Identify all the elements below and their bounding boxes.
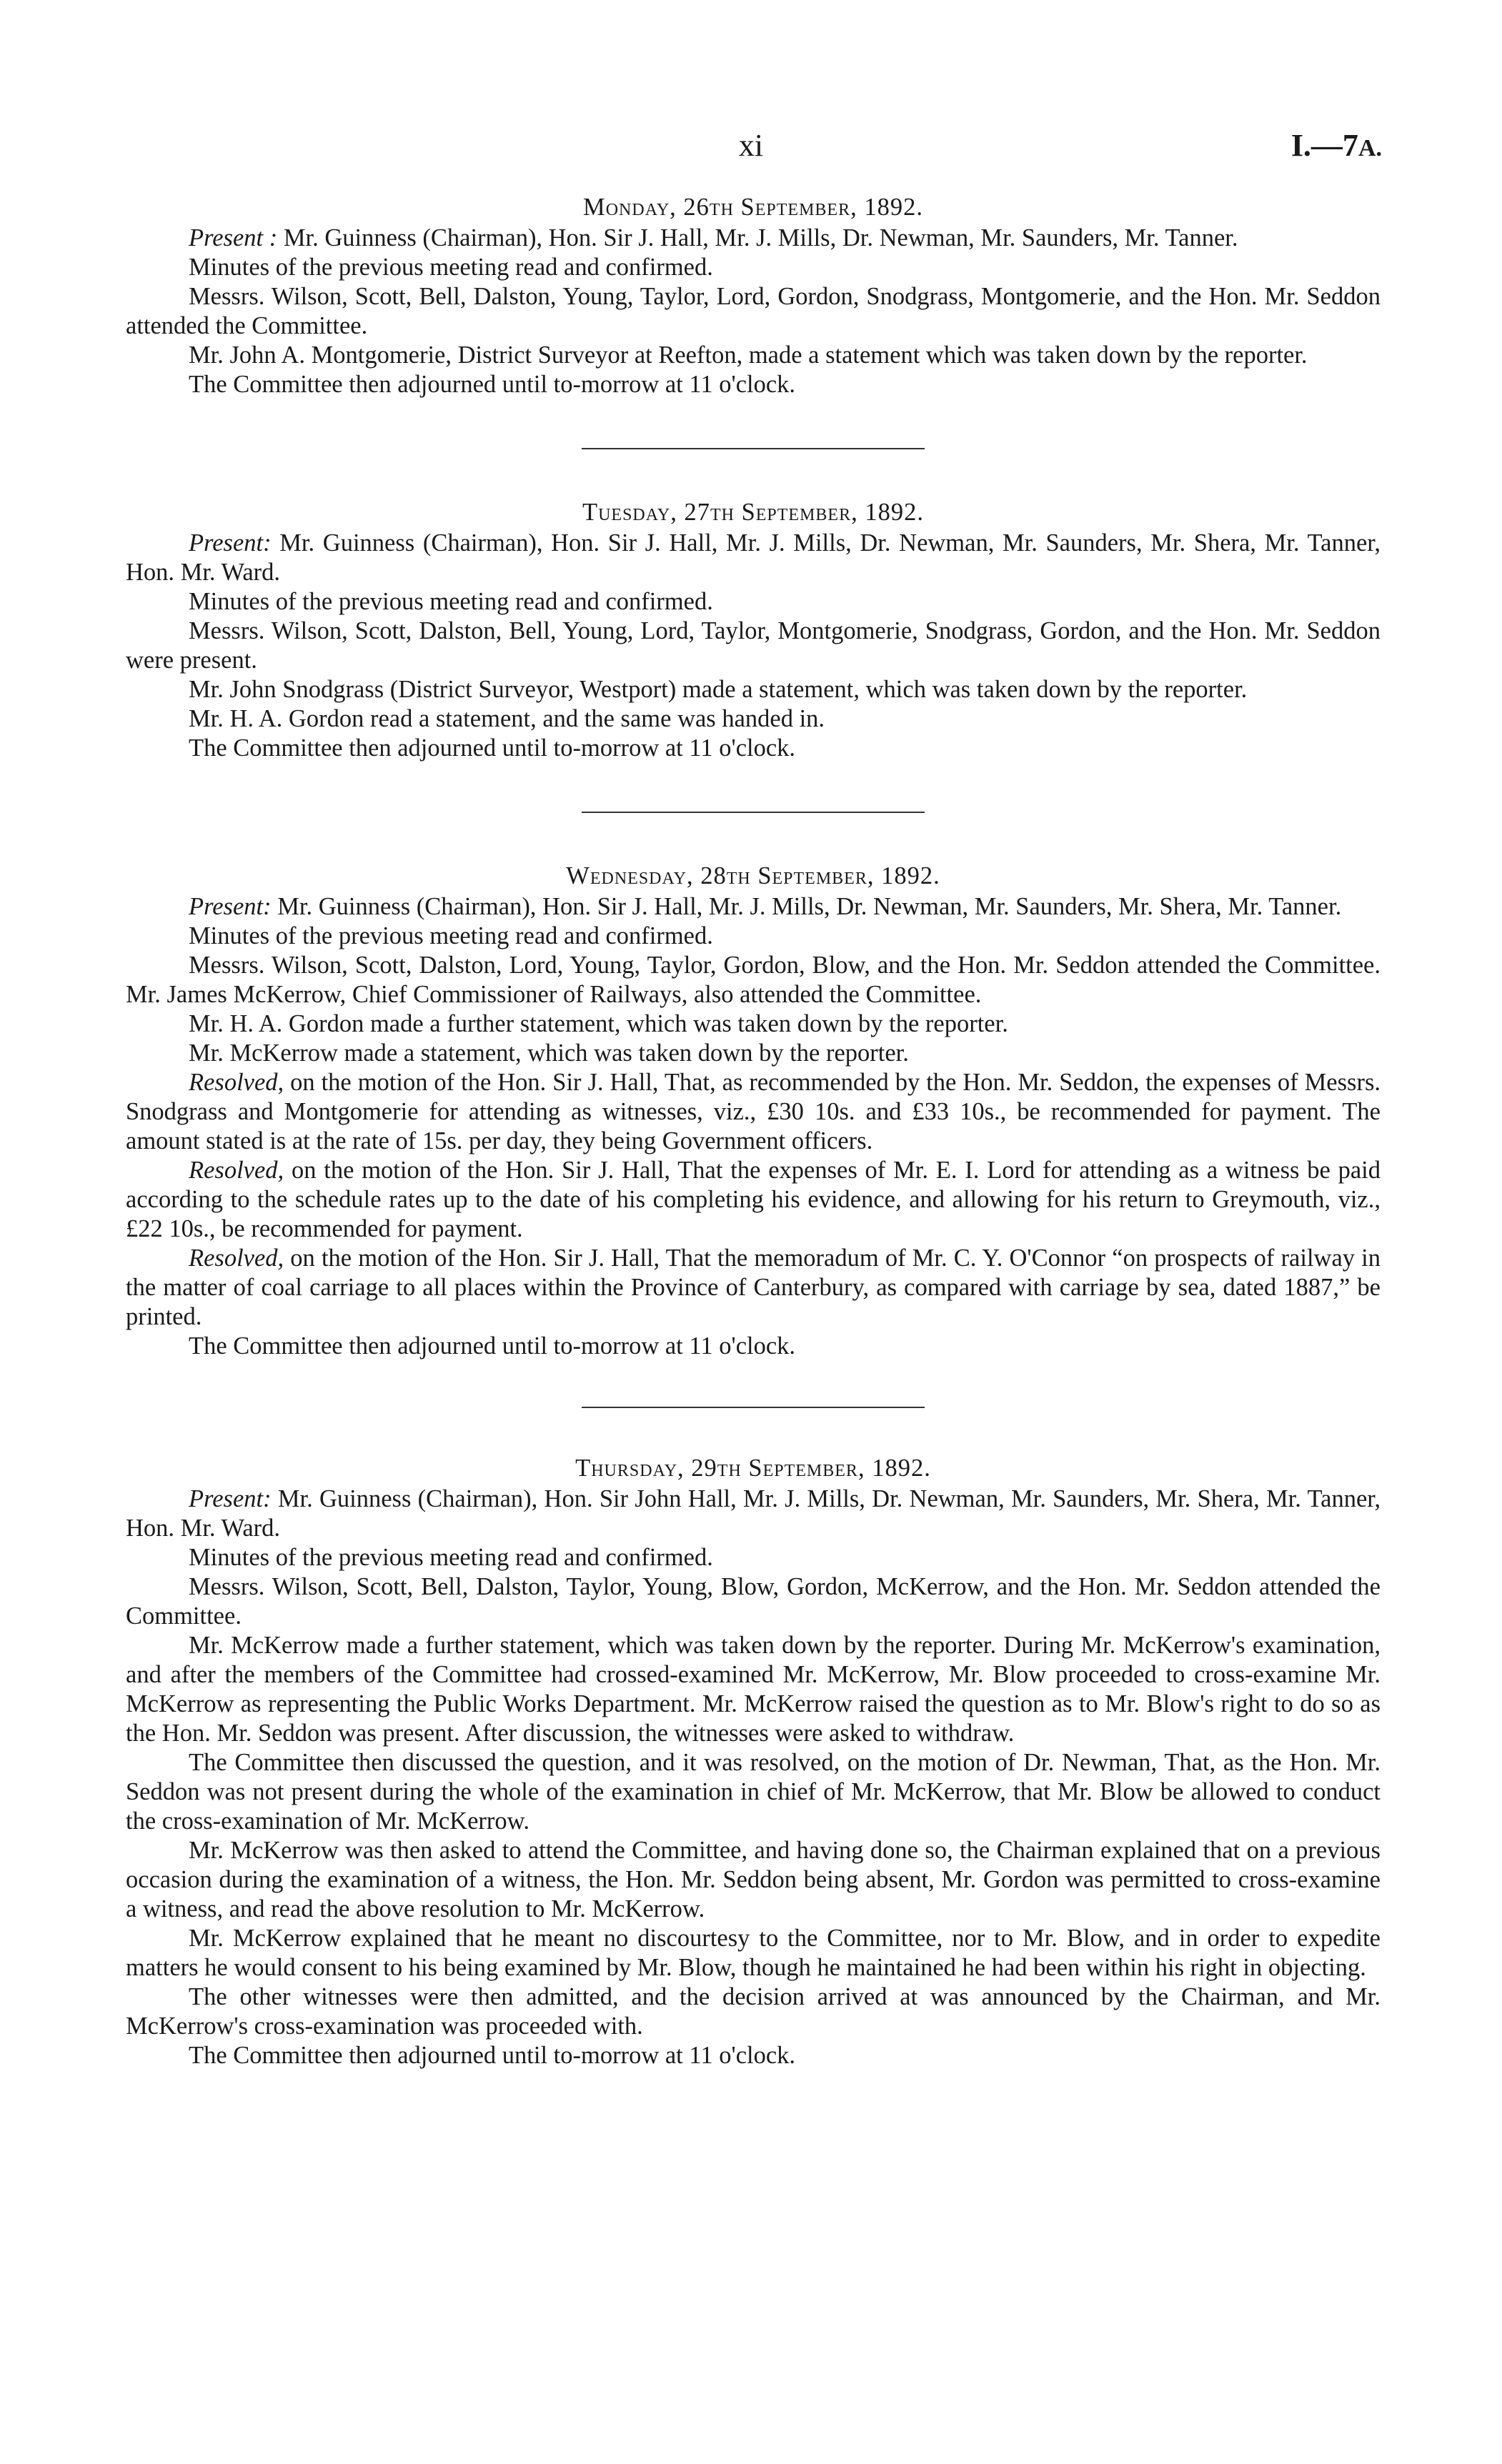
present-label: Present: bbox=[189, 529, 272, 557]
meeting-date: Wednesday, 28th September, 1892. bbox=[566, 862, 940, 889]
resolution-text: on the motion of the Hon. Sir J. Hall, That the memoradum of Mr. C. Y. O'Connor “on prospects of railway in the matter of coal carriage to all places within the Province of Canterbury, as compared with carriage by sea, dated 1887,” be printed. bbox=[126, 1245, 1381, 1330]
present-label: Present : bbox=[189, 224, 278, 251]
document-reference bbox=[1291, 127, 1382, 164]
resolution-paragraph bbox=[126, 1068, 1381, 1156]
resolution-paragraph bbox=[126, 1244, 1381, 1332]
minute-paragraph: Mr. John Snodgrass (District Surveyor, Westport) made a statement, which was taken down by the reporter. bbox=[189, 676, 1248, 703]
minute-paragraph: Minutes of the previous meeting read and confirmed. bbox=[189, 254, 713, 281]
meeting-date: Tuesday, 27th September, 1892. bbox=[582, 499, 924, 526]
resolved-label: Resolved, bbox=[189, 1245, 284, 1272]
present-line bbox=[126, 1485, 1381, 1543]
adjournment-line: The Committee then adjourned until to-morrow at 11 o'clock. bbox=[189, 371, 796, 398]
minute-paragraph: Messrs. Wilson, Scott, Bell, Dalston, Young, Taylor, Lord, Gordon, Snodgrass, Montgomerie, and the Hon. Mr. Seddon attended the Committee. bbox=[126, 283, 1381, 339]
adjournment-line: The Committee then adjourned until to-morrow at 11 o'clock. bbox=[189, 2042, 796, 2069]
minute-paragraph: Messrs. Wilson, Scott, Dalston, Lord, Young, Taylor, Gordon, Blow, and the Hon. Mr. Seddon attended the Committee. Mr. James McKerrow, Chief Commissioner of Railways, also attended the Committee. bbox=[126, 952, 1381, 1008]
resolution-text: on the motion of the Hon. Sir J. Hall, That the expenses of Mr. E. I. Lord for attending as a witness be paid according to the schedule rates up to the date of his completing his evidence, and allowing for his return to Greymouth, viz., £22 10s., be recommended for payment. bbox=[126, 1157, 1381, 1242]
present-members: Mr. Guinness (Chairman), Hon. Sir John Hall, Mr. J. Mills, Dr. Newman, Mr. Saunders, Mr. Shera, Mr. Tanner, Hon. Mr. Ward. bbox=[126, 1485, 1381, 1542]
adjournment-line: The Committee then adjourned until to-morrow at 11 o'clock. bbox=[189, 734, 796, 762]
minute-paragraph: The Committee then discussed the question, and it was resolved, on the motion of Dr. Newman, That, as the Hon. Mr. Seddon was not present during the whole of the examination in chief of Mr. McKerrow, that Mr. Blow be allowed to conduct the cross-examination of Mr. McKerrow. bbox=[126, 1749, 1381, 1835]
present-line bbox=[126, 892, 1381, 922]
resolution-text: on the motion of the Hon. Sir J. Hall, That, as recommended by the Hon. Mr. Seddon, the expenses of Messrs. Snodgrass and Montgomerie for attending as witnesses, viz., £30 10s. and £33 10s., be recommended for payment. The amount stated is at the rate of 15s. per day, they being Government officers. bbox=[126, 1069, 1381, 1154]
minutes-body bbox=[126, 193, 1381, 2070]
section-divider bbox=[582, 1407, 925, 1408]
present-members: Mr. Guinness (Chairman), Hon. Sir J. Hall, Mr. J. Mills, Dr. Newman, Mr. Saunders, Mr. Tanner. bbox=[277, 224, 1238, 251]
minute-paragraph: Messrs. Wilson, Scott, Dalston, Bell, Young, Lord, Taylor, Montgomerie, Snodgrass, Gordon, and the Hon. Mr. Seddon were present. bbox=[126, 617, 1381, 674]
minute-paragraph: Mr. H. A. Gordon read a statement, and the same was handed in. bbox=[189, 705, 825, 732]
section-divider bbox=[582, 812, 925, 813]
minute-paragraph: Minutes of the previous meeting read and confirmed. bbox=[189, 588, 713, 615]
adjournment-line: The Committee then adjourned until to-morrow at 11 o'clock. bbox=[189, 1332, 796, 1360]
present-line bbox=[126, 529, 1381, 587]
section-divider bbox=[582, 448, 925, 449]
meeting-thursday bbox=[126, 1454, 1381, 2070]
present-line bbox=[126, 224, 1381, 253]
reference-main: I.—7 bbox=[1290, 128, 1358, 163]
page-number: xi bbox=[738, 128, 764, 163]
present-members: Mr. Guinness (Chairman), Hon. Sir J. Hall, Mr. J. Mills, Dr. Newman, Mr. Saunders, Mr. Shera, Mr. Tanner, Hon. Mr. Ward. bbox=[126, 529, 1381, 586]
minute-paragraph: Mr. McKerrow made a further statement, which was taken down by the reporter. During Mr. McKerrow's examination, and after the members of the Committee had crossed-examined Mr. McKerrow, Mr. Blow proceeded to cross-examine Mr. McKerrow as representing the Public Works Department. Mr. McKerrow raised the question as to Mr. Blow's right to do so as the Hon. Mr. Seddon was present. After discussion, the witnesses were asked to withdraw. bbox=[126, 1632, 1381, 1747]
minute-paragraph: Mr. H. A. Gordon made a further statement, which was taken down by the reporter. bbox=[189, 1010, 1008, 1037]
meeting-date: Monday, 26th September, 1892. bbox=[583, 194, 923, 221]
resolution-paragraph bbox=[126, 1156, 1381, 1244]
meeting-wednesday bbox=[126, 862, 1381, 1361]
minute-paragraph: Messrs. Wilson, Scott, Bell, Dalston, Taylor, Young, Blow, Gordon, McKerrow, and the Hon. Mr. Seddon attended the Committee. bbox=[126, 1573, 1381, 1630]
minute-paragraph: Minutes of the previous meeting read and confirmed. bbox=[189, 922, 713, 949]
minute-paragraph: Mr. McKerrow explained that he meant no discourtesy to the Committee, nor to Mr. Blow, and in order to expedite matters he would consent to his being examined by Mr. Blow, though he maintained he had been within his right in objecting. bbox=[126, 1925, 1381, 1981]
minute-paragraph: The other witnesses were then admitted, and the decision arrived at was announced by the Chairman, and Mr. McKerrow's cross-examination was proceeded with. bbox=[126, 1983, 1381, 2040]
present-members: Mr. Guinness (Chairman), Hon. Sir J. Hall, Mr. J. Mills, Dr. Newman, Mr. Saunders, Mr. Shera, Mr. Tanner. bbox=[271, 893, 1342, 920]
minute-paragraph: Mr. McKerrow was then asked to attend the Committee, and having done so, the Chairman explained that on a previous occasion during the examination of a witness, the Hon. Mr. Seddon being absent, Mr. Gordon was permitted to cross-examine a witness, and read the above resolution to Mr. McKerrow. bbox=[126, 1837, 1381, 1922]
meeting-tuesday bbox=[126, 498, 1381, 763]
minute-paragraph: Minutes of the previous meeting read and confirmed. bbox=[189, 1544, 713, 1571]
minute-paragraph: Mr. John A. Montgomerie, District Surveyor at Reefton, made a statement which was taken down by the reporter. bbox=[189, 341, 1308, 369]
present-label: Present: bbox=[189, 893, 272, 920]
minute-paragraph: Mr. McKerrow made a statement, which was taken down by the reporter. bbox=[189, 1039, 909, 1067]
page-header bbox=[0, 127, 1502, 170]
reference-suffix: A. bbox=[1358, 135, 1382, 161]
meeting-date: Thursday, 29th September, 1892. bbox=[575, 1455, 931, 1482]
resolved-label: Resolved, bbox=[189, 1157, 284, 1184]
present-label: Present: bbox=[189, 1485, 272, 1512]
meeting-monday bbox=[126, 193, 1381, 399]
resolved-label: Resolved, bbox=[189, 1069, 284, 1096]
